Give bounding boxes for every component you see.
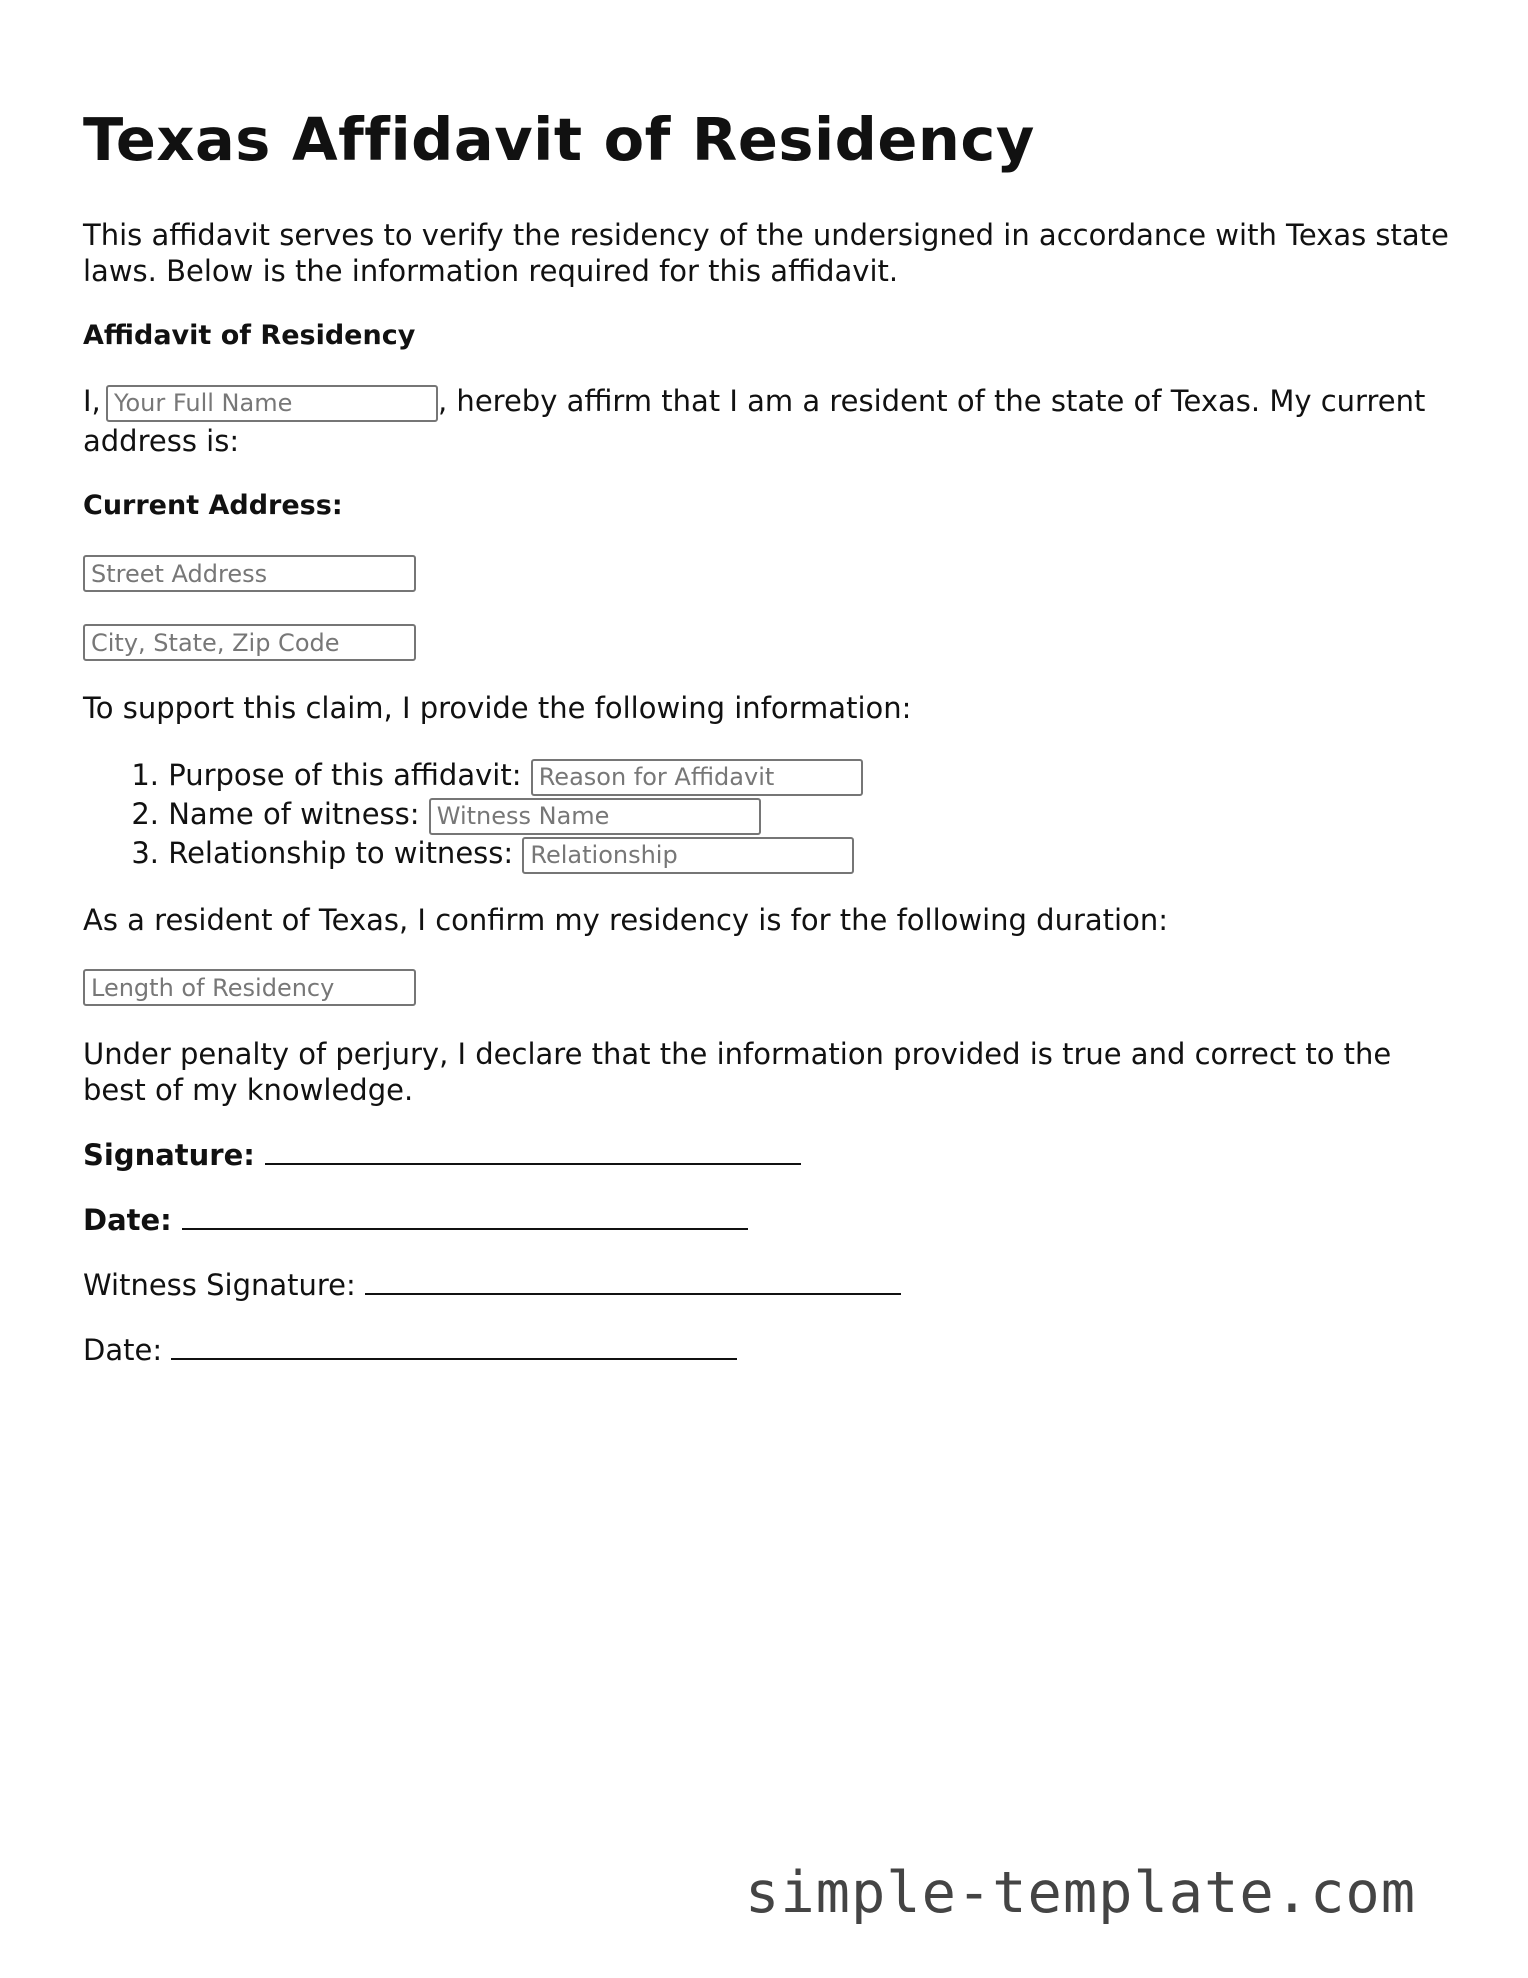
- watermark: simple-template.com: [745, 1860, 1417, 1926]
- list-label: Purpose of this affidavit:: [168, 758, 522, 792]
- list-label: Relationship to witness:: [168, 836, 514, 870]
- address-heading: Current Address:: [83, 490, 343, 521]
- signature-line[interactable]: [265, 1139, 801, 1165]
- list-item-relationship: [119, 834, 854, 874]
- perjury-paragraph: Under penalty of perjury, I declare that the information provided is true and correct to the best of my knowledge.: [83, 1037, 1392, 1107]
- signature-label: Signature:: [83, 1138, 255, 1172]
- list-number: 1.: [131, 758, 159, 792]
- witness-signature-row: [83, 1267, 1463, 1303]
- length-of-residency-input[interactable]: [83, 969, 416, 1006]
- date-label: Date:: [83, 1203, 172, 1237]
- document-title: Texas Affidavit of Residency: [83, 105, 1035, 174]
- full-name-input[interactable]: [106, 385, 438, 422]
- city-state-zip-input[interactable]: [83, 624, 416, 661]
- list-item-purpose: [119, 756, 863, 796]
- witness-signature-label: Witness Signature:: [83, 1268, 356, 1302]
- list-number: 3.: [131, 836, 159, 870]
- affirmation-paragraph: [83, 382, 1463, 460]
- relationship-input[interactable]: [522, 837, 854, 874]
- date-row: [83, 1202, 1463, 1238]
- affirm-suffix: , hereby affirm that I am a resident of the state of Texas. My current address is:: [83, 384, 1426, 458]
- purpose-input[interactable]: [531, 759, 863, 796]
- witness-date-label: Date:: [83, 1333, 163, 1367]
- list-item-witness-name: [119, 795, 761, 835]
- witness-name-input[interactable]: [429, 798, 761, 835]
- street-address-input[interactable]: [83, 555, 416, 592]
- list-label: Name of witness:: [168, 797, 420, 831]
- affirm-prefix: I,: [83, 384, 101, 418]
- duration-paragraph: As a resident of Texas, I confirm my residency is for the following duration:: [83, 903, 1168, 937]
- witness-date-row: [83, 1332, 1463, 1368]
- list-number: 2.: [131, 797, 159, 831]
- date-line[interactable]: [182, 1204, 748, 1230]
- witness-signature-line[interactable]: [365, 1269, 901, 1295]
- signature-row: [83, 1137, 1463, 1173]
- witness-date-line[interactable]: [171, 1334, 737, 1360]
- section-heading: Affidavit of Residency: [83, 320, 416, 351]
- support-paragraph: To support this claim, I provide the following information:: [83, 691, 912, 725]
- intro-paragraph: This affidavit serves to verify the residency of the undersigned in accordance with Texas state laws. Below is the information required for this affidavit.: [83, 218, 1449, 288]
